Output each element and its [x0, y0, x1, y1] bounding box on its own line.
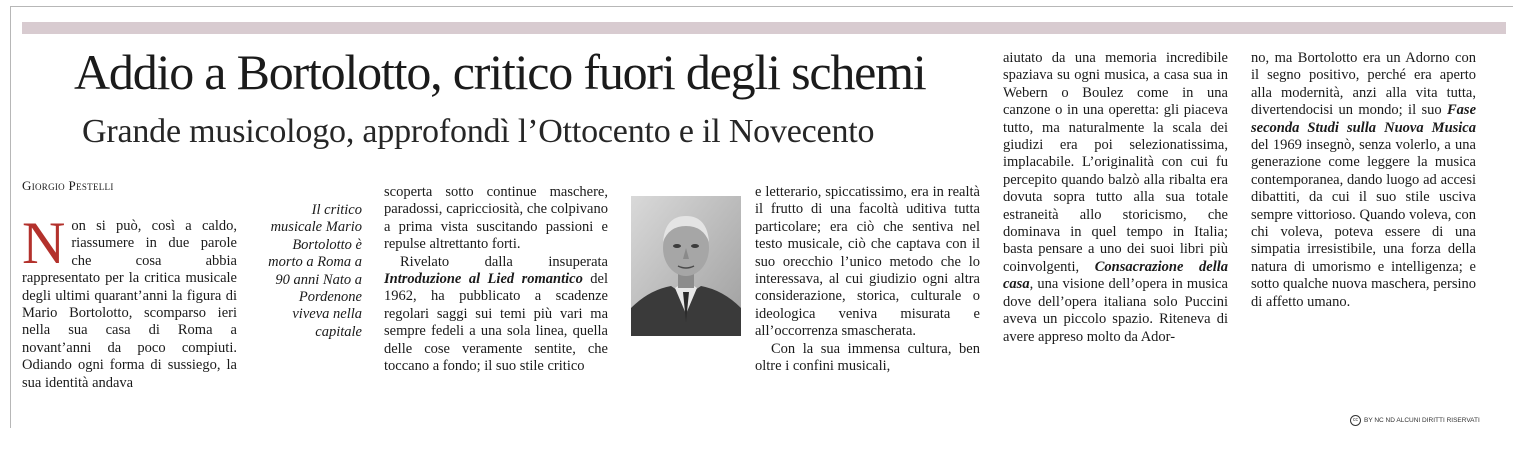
page-frame-top	[10, 6, 1513, 7]
article-column-2	[384, 184, 608, 375]
byline: Giorgio Pestelli	[22, 178, 114, 193]
paragraph	[1003, 50, 1228, 346]
portrait-photo	[631, 196, 741, 336]
article-column-3	[755, 184, 980, 375]
book-title: Consacrazione della casa	[1003, 258, 1228, 293]
creative-commons-icon: cc	[1350, 415, 1361, 426]
drop-cap: N	[22, 210, 66, 276]
portrait-illustration	[631, 196, 741, 336]
text-run: , una visione dell’opera in musica dove dell’opera italiana solo Puccini aveva un piccolo spazio. Riteneva di avere appreso molto da Ador-	[1003, 276, 1228, 345]
text-run: del 1962, ha pubblicato a scadenze regolari saggi sui temi più vari ma sempre fedeli a una sola linea, quella delle cose veramente sentite, che toccano a fondo; il suo stile critico	[384, 271, 608, 375]
page-frame-left	[10, 6, 11, 428]
paragraph	[1251, 50, 1476, 311]
header-band	[22, 22, 1506, 34]
subheadline: Grande musicologo, approfondì l’Ottocento e il Novecento	[82, 113, 875, 150]
article-column-1	[22, 210, 237, 392]
column-1-text: on si può, così a caldo, riassumere in due parole che cosa abbia rappresentato per la critica musicale degli ultimi quarant’anni la figura di Mario Bortolotto, scomparso ieri nella sua casa di Roma a novant’anni da poco compiuti. Odiando ogni forma di sussiego, la sua identità andava	[22, 218, 237, 391]
text-run: Rivelato dalla insuperata	[400, 253, 608, 270]
book-title: Introduzione al Lied romantico	[384, 271, 583, 288]
text-run: del 1969 insegnò, senza volerlo, a una generazione come leggere la musica contemporanea, dando luogo ad accesi dibattiti, da cui il suo stile usciva sempre vittorioso. Quando voleva, con chi voleva, poteva essere di una simpatia irresistibile, una forza della natura di umorismo e intelligenza; e sotto qualche nuova maschera, persino di affetto umano.	[1251, 137, 1476, 310]
book-title: Fase seconda Studi sulla Nuova Musica	[1251, 102, 1476, 136]
text-run: no, ma Bortolotto era un Adorno con il segno positivo, perché era aperto alla modernità, anzi alla vita tutta, divertendocisi un mondo; il suo	[1251, 50, 1476, 119]
headline: Addio a Bortolotto, critico fuori degli schemi	[74, 44, 926, 100]
text-run: aiutato da una memoria incredibile spaziava su ogni musica, a casa sua in Webern o Boulez come in una canzone o in una operetta: gli piaceva tutto, ma naturalmente la scala dei giudizi era poi selezionatissima, implacabile. L’originalità con cui fu percepito quando balzò alla ribalta era dovuta sopra tutto alla sua totale estraneità allo storicismo, che dominava in quel tempo in Italia; basta pensare a uno dei suoi libri più coinvolgenti,	[1003, 50, 1228, 275]
paragraph	[384, 254, 608, 376]
paragraph: Con la sua immensa cultura, ben oltre i confini musicali,	[755, 340, 980, 375]
paragraph: e letterario, spiccatissimo, era in realtà il frutto di una facoltà uditiva tutta particolare; era ciò che sentiva nel testo musicale, ciò che captava con il suo orecchio l’unico metodo che lo interessava, al cui giudizio ogni altra considerazione, storica, culturale o ideologica veniva misurata e all’occorrenza smascherata.	[755, 184, 980, 340]
license-notice	[1350, 415, 1480, 426]
article-column-5	[1251, 50, 1476, 311]
photo-caption: Il critico musicale Mario Bortolotto è morto a Roma a 90 anni Nato a Pordenone viveva nella capitale	[268, 202, 362, 340]
article-column-4	[1003, 50, 1228, 346]
paragraph: scoperta sotto continue maschere, paradossi, capricciosità, che colpivano a prima vista suscitando passioni e repulse altrettanto forti.	[384, 184, 608, 253]
license-text: BY NC ND ALCUNI DIRITTI RISERVATI	[1364, 417, 1480, 424]
